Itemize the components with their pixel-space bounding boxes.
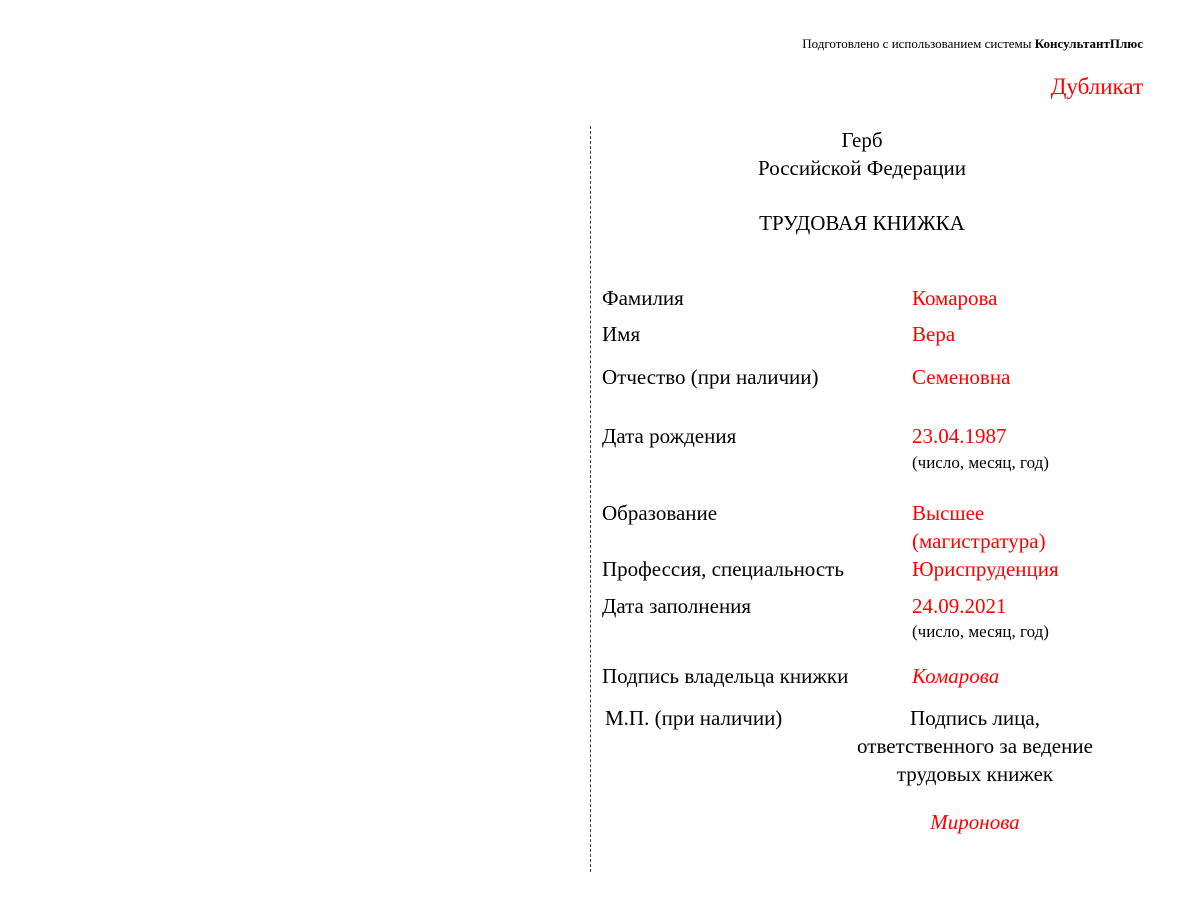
prepared-text: Подготовлено с использованием системы [802, 36, 1035, 51]
fill-date-label: Дата заполнения [602, 594, 752, 618]
page-fold-divider [590, 126, 591, 872]
emblem-line-2: Российской Федерации [758, 156, 966, 180]
responsible-line-1: Подпись лица, [910, 706, 1040, 730]
patronymic-value: Семеновна [912, 365, 1011, 389]
profession-value: Юриспруденция [912, 557, 1059, 581]
patronymic-label: Отчество (при наличии) [602, 365, 819, 389]
emblem-line-1: Герб [841, 128, 883, 152]
document-title: ТРУДОВАЯ КНИЖКА [759, 211, 965, 235]
education-value-line-1: Высшее [912, 501, 985, 525]
fill-date-hint: (число, месяц, год) [912, 622, 1049, 641]
owner-signature-label: Подпись владельца книжки [602, 664, 849, 688]
surname-label: Фамилия [602, 286, 684, 310]
responsible-line-3: трудовых книжек [896, 762, 1054, 786]
seal-label: М.П. (при наличии) [605, 706, 783, 730]
education-label: Образование [602, 501, 718, 525]
name-value: Вера [912, 322, 956, 346]
birth-date-value: 23.04.1987 [912, 424, 1007, 448]
surname-value: Комарова [912, 286, 998, 310]
fill-date-value: 24.09.2021 [912, 594, 1007, 618]
owner-signature: Комарова [912, 664, 1000, 688]
system-name: КонсультантПлюс [1034, 36, 1143, 51]
prepared-with-note [802, 36, 1143, 52]
birth-date-hint: (число, месяц, год) [912, 453, 1049, 472]
responsible-signature: Миронова [930, 810, 1020, 834]
name-label: Имя [602, 322, 641, 346]
education-value-line-2: (магистратура) [912, 529, 1046, 553]
duplicate-label: Дубликат [1050, 74, 1143, 99]
profession-label: Профессия, специальность [602, 557, 844, 581]
responsible-line-2: ответственного за ведение [857, 734, 1093, 758]
birth-date-label: Дата рождения [602, 424, 737, 448]
